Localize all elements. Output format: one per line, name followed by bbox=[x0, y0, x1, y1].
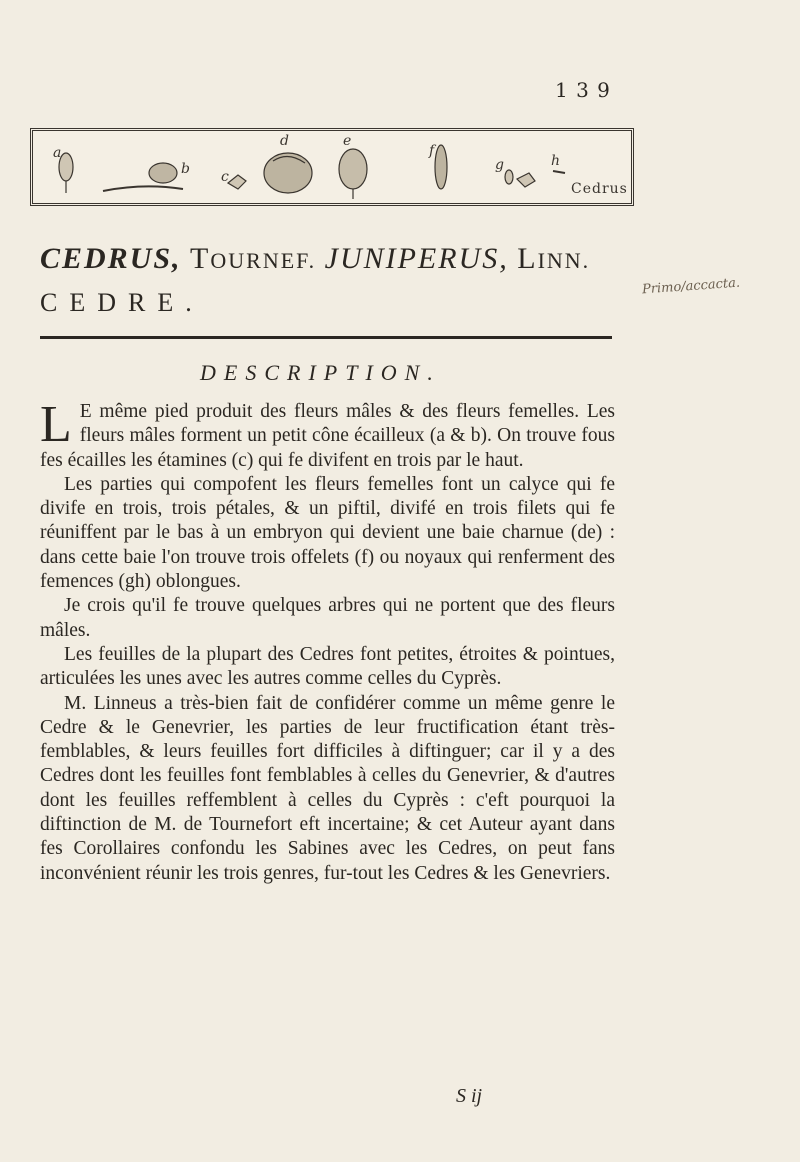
author-rest: OURNEF. bbox=[210, 248, 317, 273]
paragraph-2: Les parties qui compofent les fleurs femelles font un calyce qui fe divife en trois, trois pétales, & un piftil, divifé en trois filets qui fe réuniffent par le bas à un embryon qui devient une baie charnue (de) : dans cette baie l'on trouve trois offelets (f) ou noyaux qui renferment des femences (gh) oblongues. bbox=[40, 473, 615, 593]
section-heading: DESCRIPTION. bbox=[200, 360, 441, 385]
plate-letter-a: a bbox=[53, 145, 62, 161]
paragraph-3: Je crois qu'il fe trouve quelques arbres qui ne portent que des fleurs mâles. bbox=[40, 595, 615, 641]
title-alt-genus: JUNIPERUS, bbox=[324, 242, 509, 275]
plate-letter-d: d bbox=[280, 133, 289, 149]
figure-d-flower bbox=[264, 153, 312, 193]
figure-b-branch bbox=[103, 186, 183, 191]
paragraph-4: Les feuilles de la plupart des Cedres font petites, étroites & pointues, articulées les unes avec les autres comme celles du Cyprès. bbox=[40, 643, 615, 690]
plate-letter-c: c bbox=[221, 169, 229, 185]
plate-letter-b: b bbox=[181, 161, 190, 177]
paragraph-text: E même pied produit des fleurs mâles & des fleurs femelles. Les fleurs mâles forment un petit cône écailleux (a & b). On trouve fous fes écailles les étamines (c) qui fe divifent en trois par le haut. bbox=[40, 401, 615, 471]
page-subtitle: CEDRE. bbox=[40, 288, 204, 317]
botanical-figure-plate bbox=[30, 128, 634, 206]
title-rule bbox=[40, 336, 612, 339]
figure-e-berry bbox=[339, 149, 367, 189]
figure-g-fruit bbox=[517, 173, 535, 187]
drop-cap: L bbox=[40, 396, 72, 453]
handwritten-annotation: Primo/accacta. bbox=[641, 275, 741, 298]
author-initial: T bbox=[190, 242, 211, 275]
author-rest: INN. bbox=[537, 248, 591, 273]
plate-letter-h: h bbox=[551, 153, 561, 169]
paragraph-1 bbox=[40, 396, 615, 473]
botanical-illustrations bbox=[33, 131, 631, 203]
figure-g-seed bbox=[505, 170, 513, 184]
plate-caption: Cedrus bbox=[571, 181, 628, 197]
signature-mark: S ij bbox=[456, 1085, 483, 1107]
plate-letter-e: e bbox=[343, 133, 352, 149]
page-number: 1 3 9 bbox=[555, 78, 611, 102]
paragraph-5: M. Linneus a très-bien fait de confidérer comme un même genre le Cedre & le Genevrier, les parties de leur fructification étant très-femblables, & leurs feuilles fort difficiles à diftinguer; car il y a des Cedres dont les feuilles font femblables à celles du Genevrier, & d'autres dont les feuilles reffemblent à celles du Cyprès : c'eft pourquoi la diftinction de M. de Tournefort eft incertaine; & cet Auteur ayant dans fes Corollaires confondu les Sabines avec les Cedres, on peut fans inconvénient réunir les trois genres, fur-tout les Cedres & les Genevriers. bbox=[40, 692, 615, 884]
title-genus: CEDRUS, bbox=[40, 242, 182, 275]
figure-h-leaf bbox=[553, 171, 565, 173]
title-author-tournefort bbox=[190, 242, 316, 275]
author-initial: L bbox=[517, 242, 538, 275]
figure-f-seed bbox=[435, 145, 447, 189]
figure-b-cone bbox=[149, 163, 177, 183]
plate-letter-g: g bbox=[495, 157, 504, 173]
page-title bbox=[40, 242, 590, 276]
plate-letter-f: f bbox=[429, 143, 435, 159]
description-body bbox=[40, 396, 615, 886]
figure-c-stamen bbox=[228, 175, 246, 189]
title-author-linnaeus bbox=[517, 242, 590, 275]
